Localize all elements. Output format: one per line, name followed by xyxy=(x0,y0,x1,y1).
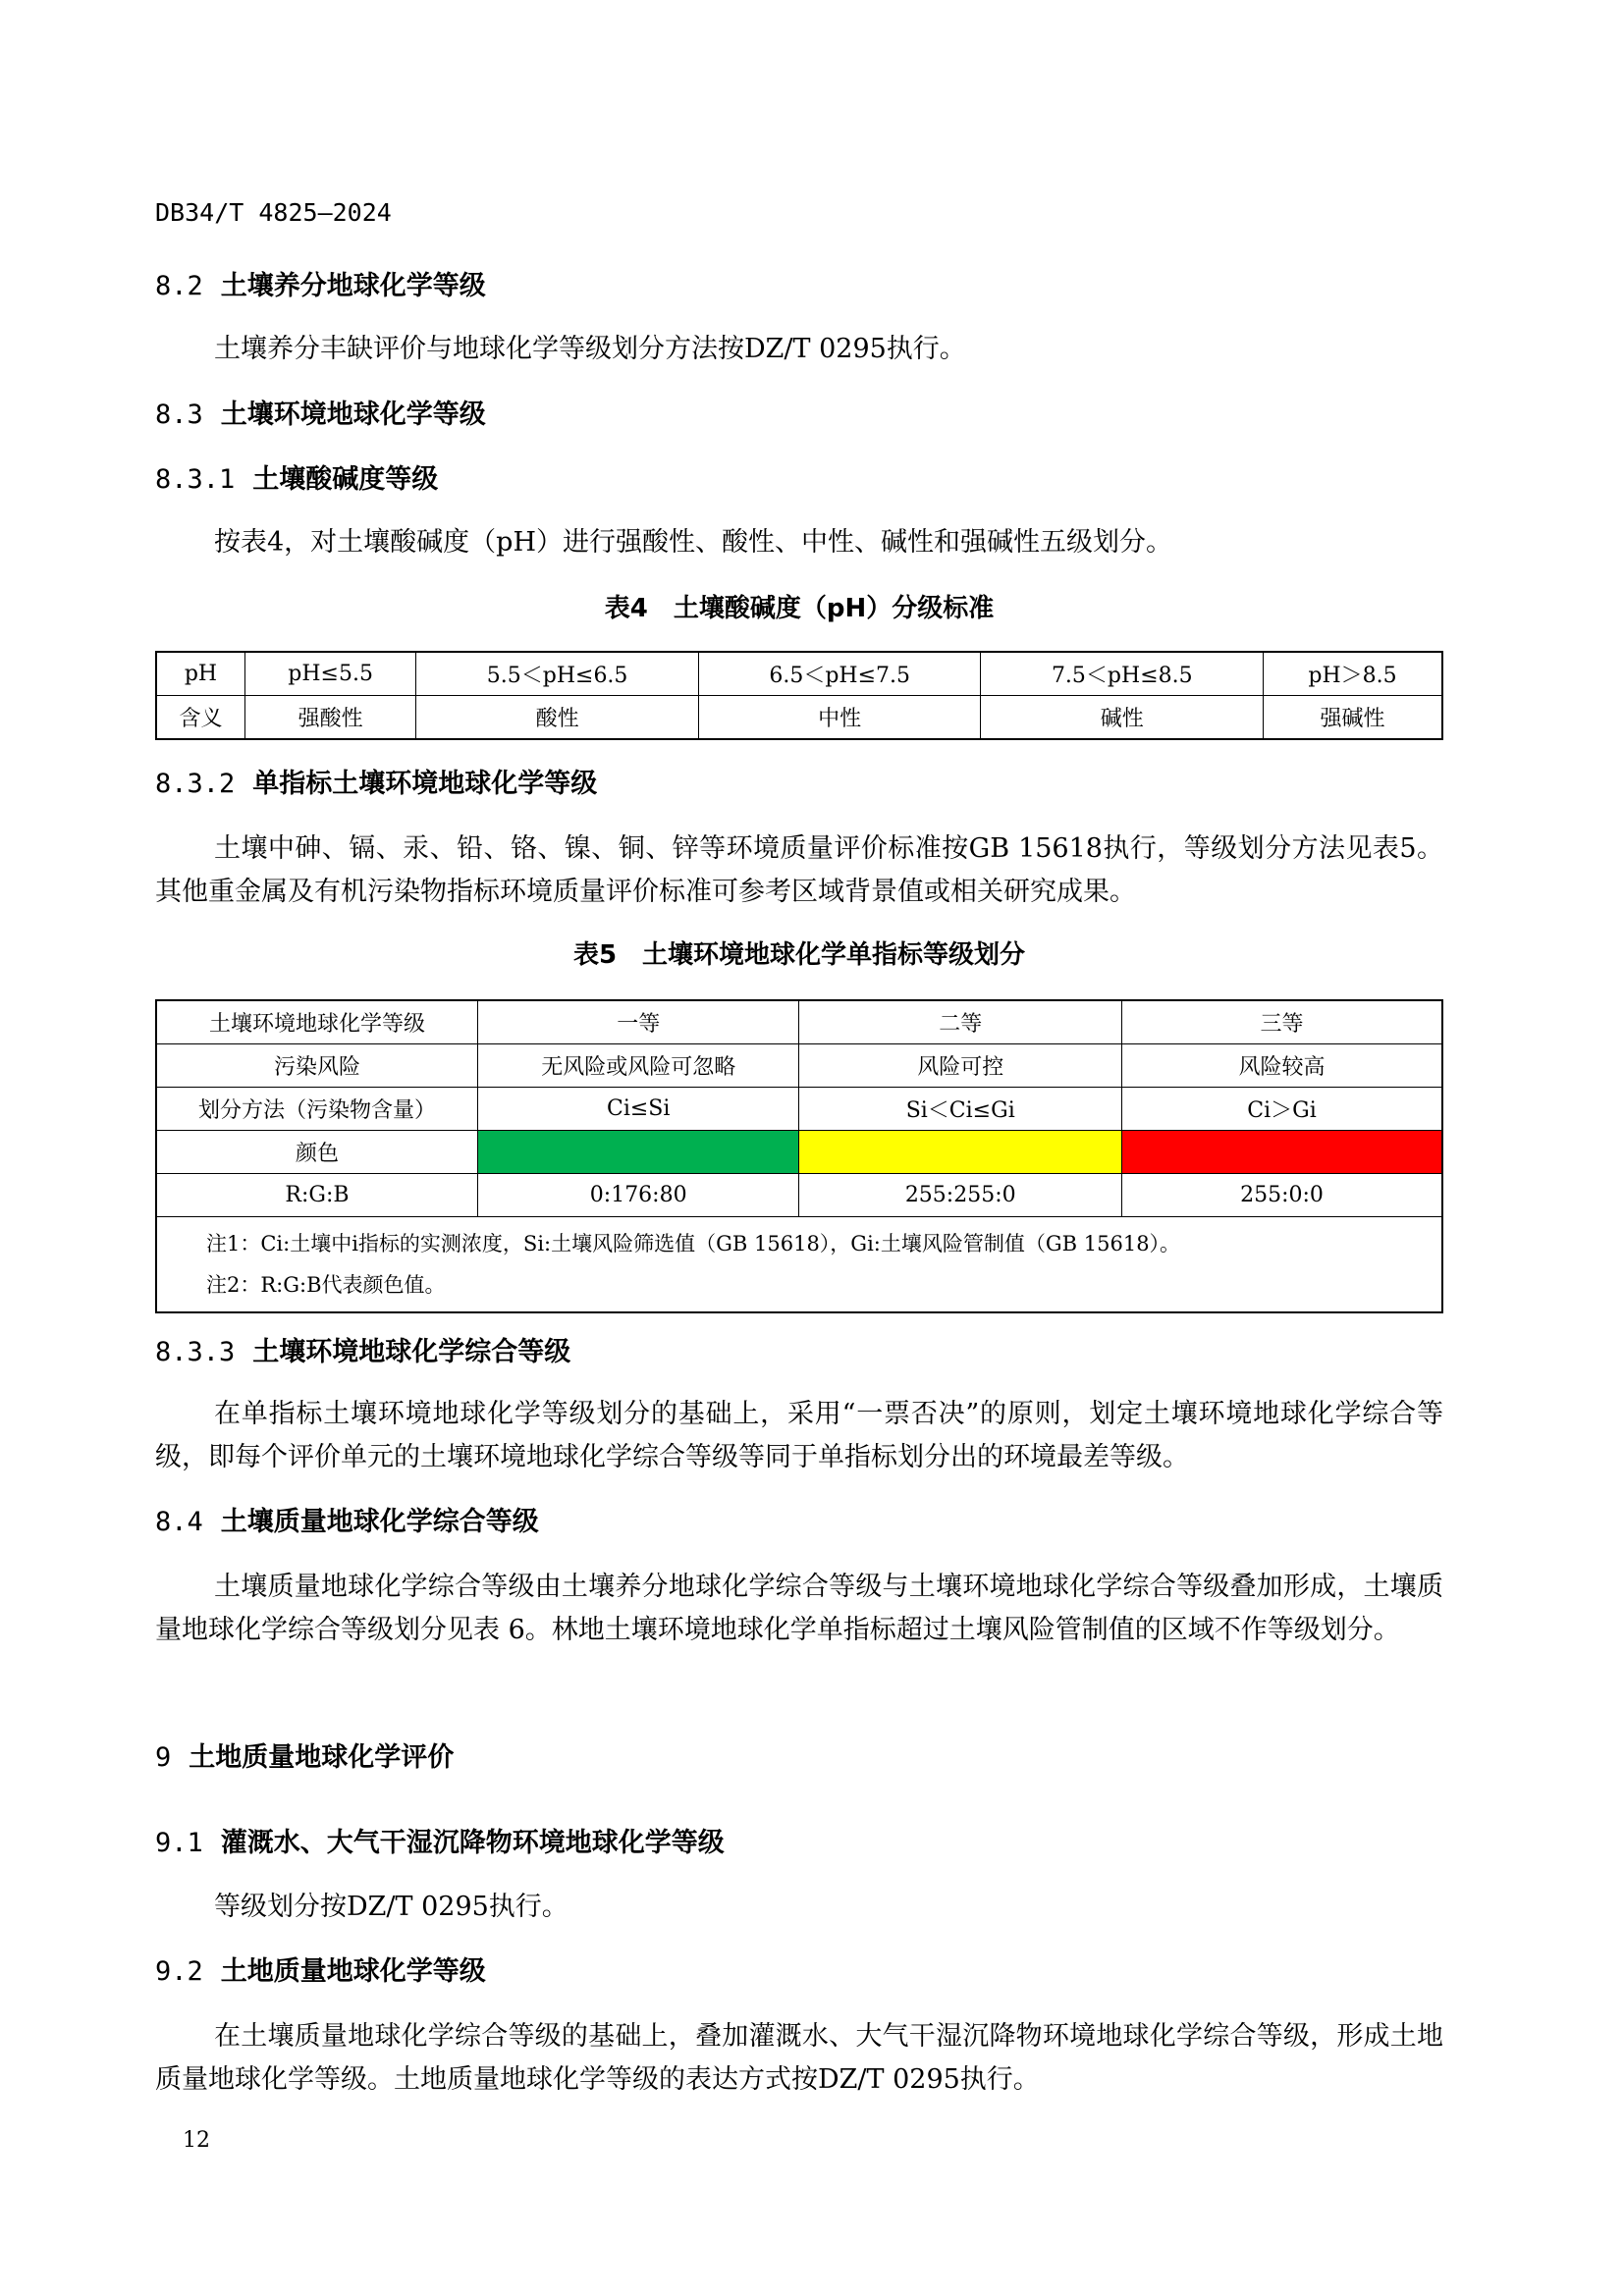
document-code-header: DB34/T 4825—2024 xyxy=(155,198,392,227)
section-number: 8.3.1 xyxy=(155,464,236,495)
section-title: 土壤质量地球化学综合等级 xyxy=(220,1507,539,1537)
table-cell: 强碱性 xyxy=(1264,696,1442,740)
table-cell: 二等 xyxy=(799,1000,1122,1044)
table-cell: 255:0:0 xyxy=(1121,1174,1442,1217)
paragraph-8-3-3: 在单指标土壤环境地球化学等级划分的基础上，采用“一票否决”的原则，划定土壤环境地球化学综合等级，即每个评价单元的土壤环境地球化学综合等级等同于单指标划分出的环境最差等级。 xyxy=(155,1399,1443,1472)
table-cell: 风险可控 xyxy=(799,1044,1122,1088)
table-cell: 中性 xyxy=(698,696,981,740)
section-number: 9.1 xyxy=(155,1828,203,1858)
heading-9-2 xyxy=(155,1950,486,1994)
section-title: 土壤酸碱度等级 xyxy=(252,464,439,495)
table-cell: pH＞8.5 xyxy=(1264,652,1442,696)
table4-caption: 表4 土壤酸碱度（pH）分级标准 xyxy=(604,594,995,623)
section-number: 9 xyxy=(155,1742,172,1773)
table-cell: 颜色 xyxy=(156,1131,477,1174)
table-cell: 7.5＜pH≤8.5 xyxy=(981,652,1264,696)
heading-9-1 xyxy=(155,1822,725,1865)
heading-8-3-2 xyxy=(155,763,597,806)
paragraph-9-1: 等级划分按DZ/T 0295执行。 xyxy=(214,1892,568,1922)
heading-8-3-3 xyxy=(155,1331,570,1374)
table-cell: R:G:B xyxy=(156,1174,477,1217)
paragraph-8-3-1: 按表4，对土壤酸碱度（pH）进行强酸性、酸性、中性、碱性和强碱性五级划分。 xyxy=(214,527,1173,558)
table-cell: 三等 xyxy=(1121,1000,1442,1044)
table-row xyxy=(156,1088,1442,1131)
paragraph-8-2: 土壤养分丰缺评价与地球化学等级划分方法按DZ/T 0295执行。 xyxy=(214,334,966,364)
heading-8-3 xyxy=(155,394,486,437)
table-row xyxy=(156,652,1442,696)
table-notes xyxy=(156,1217,1442,1313)
note-2: 注2：R:G:B代表颜色值。 xyxy=(206,1273,446,1297)
section-number: 8.3.2 xyxy=(155,769,236,799)
table-row xyxy=(156,1174,1442,1217)
table-cell: Si＜Ci≤Gi xyxy=(799,1088,1122,1131)
heading-9 xyxy=(155,1736,454,1780)
heading-8-4 xyxy=(155,1501,539,1544)
table5-caption: 表5 土壤环境地球化学单指标等级划分 xyxy=(572,940,1026,970)
section-number: 8.2 xyxy=(155,271,203,301)
table-cell: 含义 xyxy=(156,696,244,740)
table5-environment-grading xyxy=(155,999,1443,1313)
heading-8-2 xyxy=(155,265,486,308)
heading-8-3-1 xyxy=(155,458,438,502)
paragraph-8-4: 土壤质量地球化学综合等级由土壤养分地球化学综合等级与土壤环境地球化学综合等级叠加形成，土壤质量地球化学综合等级划分见表 6。林地土壤环境地球化学单指标超过土壤风险管制值的区域不作等级划分。 xyxy=(155,1572,1443,1645)
table-cell: 酸性 xyxy=(416,696,699,740)
section-number: 8.3 xyxy=(155,400,203,430)
table-cell: 0:176:80 xyxy=(477,1174,799,1217)
section-title: 土壤养分地球化学等级 xyxy=(220,271,486,301)
table-cell: 碱性 xyxy=(981,696,1264,740)
table-cell: 风险较高 xyxy=(1121,1044,1442,1088)
color-swatch-red xyxy=(1121,1131,1442,1174)
paragraph-9-2: 在土壤质量地球化学综合等级的基础上，叠加灌溉水、大气干湿沉降物环境地球化学综合等级，形成土地质量地球化学等级。土地质量地球化学等级的表达方式按DZ/T 0295执行。 xyxy=(155,2021,1443,2095)
section-number: 9.2 xyxy=(155,1956,203,1987)
table-cell: pH≤5.5 xyxy=(244,652,415,696)
table-cell: 一等 xyxy=(477,1000,799,1044)
table-cell: 污染风险 xyxy=(156,1044,477,1088)
color-swatch-yellow xyxy=(799,1131,1122,1174)
table-cell: 255:255:0 xyxy=(799,1174,1122,1217)
table-cell: 无风险或风险可忽略 xyxy=(477,1044,799,1088)
table-cell: 土壤环境地球化学等级 xyxy=(156,1000,477,1044)
table-row xyxy=(156,1131,1442,1174)
table-cell: Ci≤Si xyxy=(477,1088,799,1131)
table-cell: pH xyxy=(156,652,244,696)
table-row xyxy=(156,696,1442,740)
section-title: 单指标土壤环境地球化学等级 xyxy=(252,769,598,799)
section-number: 8.3.3 xyxy=(155,1337,236,1367)
page-number: 12 xyxy=(183,2128,210,2153)
section-title: 灌溉水、大气干湿沉降物环境地球化学等级 xyxy=(220,1828,725,1858)
section-title: 土壤环境地球化学综合等级 xyxy=(252,1337,571,1367)
section-number: 8.4 xyxy=(155,1507,203,1537)
paragraph-8-3-2: 土壤中砷、镉、汞、铅、铬、镍、铜、锌等环境质量评价标准按GB 15618执行，等级划分方法见表5。其他重金属及有机污染物指标环境质量评价标准可参考区域背景值或相关研究成果。 xyxy=(155,833,1443,907)
table-cell: Ci＞Gi xyxy=(1121,1088,1442,1131)
table-row xyxy=(156,1217,1442,1313)
section-title: 土壤环境地球化学等级 xyxy=(220,400,486,430)
table-row xyxy=(156,1044,1442,1088)
table-cell: 6.5＜pH≤7.5 xyxy=(698,652,981,696)
table4-ph-grading xyxy=(155,651,1443,740)
table-cell: 5.5＜pH≤6.5 xyxy=(416,652,699,696)
section-title: 土地质量地球化学等级 xyxy=(220,1956,486,1987)
table-cell: 强酸性 xyxy=(244,696,415,740)
table-cell: 划分方法（污染物含量） xyxy=(156,1088,477,1131)
section-title: 土地质量地球化学评价 xyxy=(189,1742,455,1773)
note-1: 注1：Ci:土壤中i指标的实测浓度，Si:土壤风险筛选值（GB 15618），Gi:土壤风险管制值（GB 15618）。 xyxy=(206,1232,1181,1255)
table-row xyxy=(156,1000,1442,1044)
color-swatch-green xyxy=(477,1131,799,1174)
